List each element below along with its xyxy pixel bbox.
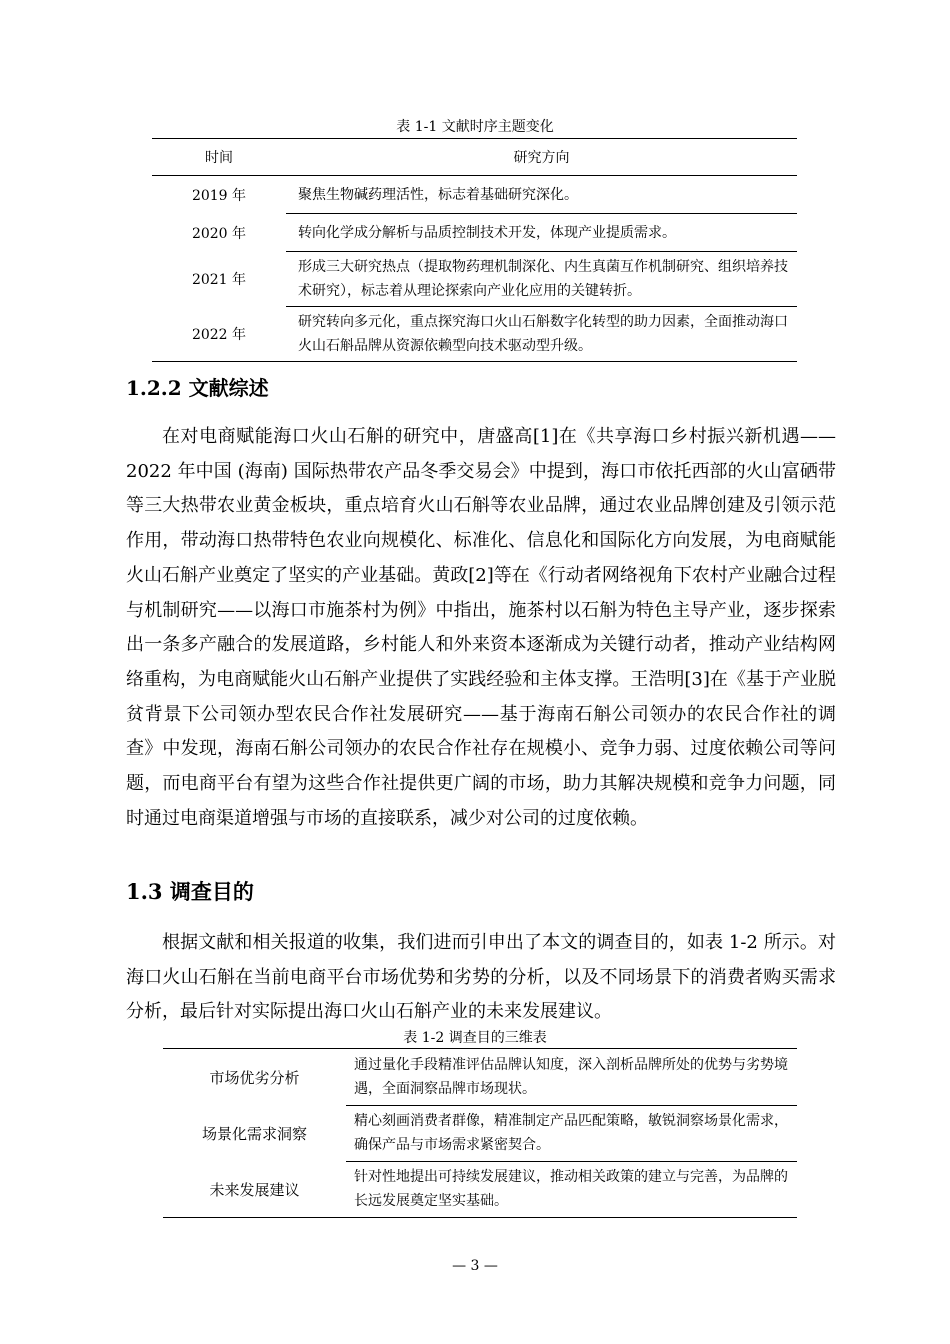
table-row (152, 307, 797, 362)
table-row (152, 214, 797, 252)
page-number: — 3 — (452, 1258, 498, 1274)
row-time: 2022 年 (191, 326, 247, 343)
row-direction: 转向化学成分解析与品质控制技术开发，体现产业提质需求。 (286, 214, 797, 252)
header-direction: 研究方向 (286, 139, 797, 176)
row-direction: 研究转向多元化，重点探究海口火山石斛数字化转型的助力因素，全面推动海口火山石斛品牌从资源依赖型向技术驱动型升级。 (298, 314, 788, 354)
table-row (152, 252, 797, 307)
row-direction: 形成三大研究热点（提取物药理机制深化、内生真菌互作机制研究、组织培养技术研究），标志着从理论探索向产业化应用的关键转折。 (286, 252, 797, 307)
table-row (152, 176, 797, 214)
header-time: 时间 (152, 139, 286, 176)
table-header-row (152, 139, 797, 176)
table1-caption: 表 1-1 文献时序主题变化 (396, 119, 554, 135)
row-key: 未来发展建议 (209, 1180, 300, 1199)
table2-caption: 表 1-2 调查目的三维表 (403, 1030, 547, 1046)
row-time: 2021 年 (191, 272, 247, 288)
table-row (163, 1049, 797, 1106)
row-value: 通过量化手段精准评估品牌认知度，深入剖析品牌所处的优势与劣势境遇，全面洞察品牌市场现状。 (346, 1049, 797, 1106)
literature-review-paragraph: 在对电商赋能海口火山石斛的研究中，唐盛高[1]在《共享海口乡村振兴新机遇——2022 年中国 (海南) 国际热带农产品冬季交易会》中提到，海口市依托西部的火山富硒带等三大热带农业黄金板块，重点培育火山石斛等农业品牌，通过农业品牌创建及引领示范作用，带动海口热带特色农业向规模化、标准化、信息化和国际化方向发展，为电商赋能火山石斛产业奠定了坚实的产业基础。黄政[2]等在《行动者网络视角下农村产业融合过程与机制研究——以海口市施茶村为例》中指出，施茶村以石斛为特色主导产业，逐步探索出一条多产融合的发展道路，乡村能人和外来资本逐渐成为关键行动者，推动产业结构网络重构，为电商赋能火山石斛产业提供了实践经验和主体支撑。王浩明[3]在《基于产业脱贫背景下公司领办型农民合作社发展研究——基于海南石斛公司领办的农民合作社的调查》中发现，海南石斛公司领办的农民合作社存在规模小、竞争力弱、过度依赖公司等问题，而电商平台有望为这些合作社提供更广阔的市场，助力其解决规模和竞争力问题，同时通过电商渠道增强与市场的直接联系，减少对公司的过度依赖。 (126, 426, 836, 829)
row-key: 市场优劣分析 (209, 1068, 300, 1087)
table-row (163, 1161, 797, 1218)
row-time: 2020 年 (191, 225, 247, 242)
section-heading-literature-review: 1.2.2 文献综述 (126, 376, 269, 400)
row-direction: 聚焦生物碱药理活性，标志着基础研究深化。 (286, 176, 797, 214)
row-key: 场景化需求洞察 (201, 1124, 307, 1143)
section-heading-survey-purpose: 1.3 调查目的 (126, 879, 254, 904)
row-value: 精心刻画消费者群像，精准制定产品匹配策略，敏锐洞察场景化需求，确保产品与市场需求紧密契合。 (346, 1105, 797, 1161)
table1-research-timeline (152, 138, 797, 362)
row-time: 2019 年 (191, 187, 247, 204)
table-row (163, 1105, 797, 1161)
row-value: 针对性地提出可持续发展建议，推动相关政策的建立与完善，为品牌的长远发展奠定坚实基础。 (354, 1169, 788, 1210)
table2-survey-purposes (163, 1048, 797, 1218)
survey-purpose-paragraph: 根据文献和相关报道的收集，我们进而引申出了本文的调查目的，如表 1-2 所示。对海口火山石斛在当前电商平台市场优势和劣势的分析，以及不同场景下的消费者购买需求分析，最后针对实际提出海口火山石斛产业的未来发展建议。 (126, 932, 836, 1023)
